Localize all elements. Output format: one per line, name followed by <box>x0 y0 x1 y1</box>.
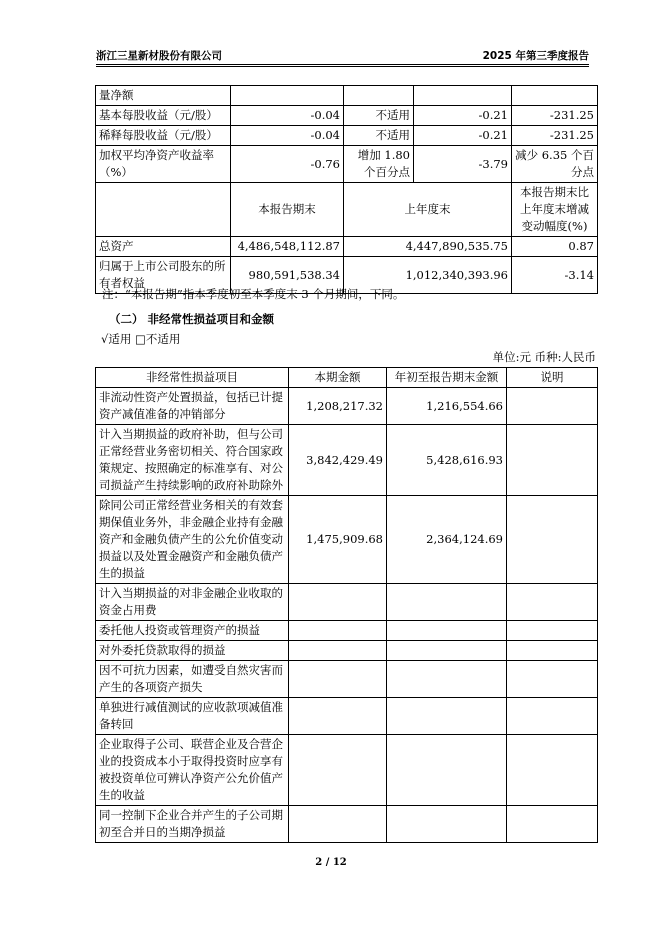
table-cell: 不适用 <box>344 106 414 126</box>
table-row <box>96 584 598 621</box>
table-header-row <box>96 368 598 388</box>
table-cell: 同一控制下企业合并产生的子公司期初至合并日的当期净损益 <box>96 806 289 843</box>
table-row <box>96 106 598 126</box>
table-cell: 基本每股收益（元/股） <box>96 106 231 126</box>
table-cell: 计入当期损益的对非金融企业收取的资金占用费 <box>96 584 289 621</box>
table-cell <box>289 661 387 698</box>
financial-indicators-table <box>95 85 598 294</box>
table-cell: 委托他人投资或管理资产的损益 <box>96 621 289 641</box>
table-cell <box>289 641 387 661</box>
page-header <box>96 48 589 62</box>
table-cell <box>387 735 507 806</box>
table-cell <box>289 806 387 843</box>
applicable-checkbox-line: √适用 □不适用 <box>101 332 181 346</box>
table-cell: -0.21 <box>414 106 512 126</box>
table-row <box>96 146 598 183</box>
table-cell <box>512 86 598 106</box>
table-cell <box>507 496 598 584</box>
table-row <box>96 126 598 146</box>
currency-unit: 单位:元 币种:人民币 <box>492 350 596 364</box>
table-cell <box>507 698 598 735</box>
company-name: 浙江三星新材股份有限公司 <box>96 50 222 62</box>
table-cell <box>289 621 387 641</box>
table-cell: 980,591,538.34 <box>231 257 344 294</box>
table-cell: 对外委托贷款取得的损益 <box>96 641 289 661</box>
table-cell: 计入当期损益的政府补助，但与公司正常经营业务密切相关、符合国家政策规定、按照确定的标准享有、对公司损益产生持续影响的政府补助除外 <box>96 425 289 496</box>
table-cell <box>507 641 598 661</box>
table-cell <box>387 661 507 698</box>
table-cell: 1,208,217.32 <box>289 388 387 425</box>
table-cell: 企业取得子公司、联营企业及合营企业的投资成本小于取得投资时应享有被投资单位可辨认净资产公允价值产生的收益 <box>96 735 289 806</box>
table-cell: -0.04 <box>231 126 344 146</box>
table-cell <box>289 584 387 621</box>
table-cell: 除同公司正常经营业务相关的有效套期保值业务外，非金融企业持有金融资产和金融负债产生的公允价值变动损益以及处置金融资产和金融负债产生的损益 <box>96 496 289 584</box>
table-header-cell: 说明 <box>507 368 598 388</box>
non-recurring-items-table <box>95 367 598 843</box>
table-row <box>96 496 598 584</box>
section-title: （二） 非经常性损益项目和金额 <box>109 312 275 326</box>
header-rule-2 <box>96 66 589 67</box>
table-cell: 0.87 <box>512 237 598 257</box>
table-cell: 量净额 <box>96 86 231 106</box>
table-cell: 非流动性资产处置损益，包括已计提资产减值准备的冲销部分 <box>96 388 289 425</box>
table-cell: 1,216,554.66 <box>387 388 507 425</box>
table-cell: 1,012,340,393.96 <box>344 257 512 294</box>
table-cell <box>387 806 507 843</box>
table-cell <box>387 584 507 621</box>
table-cell: 稀释每股收益（元/股） <box>96 126 231 146</box>
table-row <box>96 735 598 806</box>
table-cell <box>231 86 344 106</box>
table-cell <box>507 621 598 641</box>
table-cell: 加权平均净资产收益率（%） <box>96 146 231 183</box>
table-cell <box>387 698 507 735</box>
table-cell <box>507 584 598 621</box>
table-cell <box>507 806 598 843</box>
table-cell: 增加 1.80 个百分点 <box>344 146 414 183</box>
table-cell <box>414 86 512 106</box>
table-header-cell: 上年度末 <box>344 183 512 237</box>
table-row <box>96 425 598 496</box>
table-cell: -3.79 <box>414 146 512 183</box>
table-cell <box>289 735 387 806</box>
table-cell <box>387 641 507 661</box>
table-cell: 4,447,890,535.75 <box>344 237 512 257</box>
table-cell: 1,475,909.68 <box>289 496 387 584</box>
table-cell <box>289 698 387 735</box>
table-row <box>96 86 598 106</box>
table-note: 注：“本报告期”指本季度初至本季度末 3 个月期间，下同。 <box>102 287 405 301</box>
report-title: 2025 年第三季度报告 <box>482 50 589 62</box>
table-row <box>96 388 598 425</box>
table-row <box>96 641 598 661</box>
table-cell <box>507 661 598 698</box>
table-cell: -231.25 <box>512 126 598 146</box>
table-cell: 2,364,124.69 <box>387 496 507 584</box>
table-cell: 5,428,616.93 <box>387 425 507 496</box>
header-rule <box>96 64 589 65</box>
table-cell: -0.04 <box>231 106 344 126</box>
table-cell: 4,486,548,112.87 <box>231 237 344 257</box>
table-cell <box>344 86 414 106</box>
table-header-cell: 非经常性损益项目 <box>96 368 289 388</box>
table-cell: 归属于上市公司股东的所有者权益 <box>96 257 231 294</box>
table-cell <box>387 621 507 641</box>
table-cell: -0.21 <box>414 126 512 146</box>
table-row <box>96 237 598 257</box>
table-cell <box>507 425 598 496</box>
table-cell: -231.25 <box>512 106 598 126</box>
table-cell: 因不可抗力因素，如遭受自然灾害而产生的各项资产损失 <box>96 661 289 698</box>
table-cell: 总资产 <box>96 237 231 257</box>
table-cell: 减少 6.35 个百分点 <box>512 146 598 183</box>
table-row <box>96 661 598 698</box>
table-cell: -3.14 <box>512 257 598 294</box>
table-cell <box>507 388 598 425</box>
table-cell <box>507 735 598 806</box>
table-header-cell: 年初至报告期末金额 <box>387 368 507 388</box>
table-subheader-row <box>96 183 598 237</box>
table-row <box>96 698 598 735</box>
table-header-cell: 本报告期末 <box>231 183 344 237</box>
table-cell: -0.76 <box>231 146 344 183</box>
table-row <box>96 806 598 843</box>
table-row <box>96 621 598 641</box>
page-number: 2 / 12 <box>315 857 347 868</box>
table-header-cell: 本报告期末比上年度末增减变动幅度(%) <box>512 183 598 237</box>
table-cell <box>96 183 231 237</box>
table-cell: 不适用 <box>344 126 414 146</box>
table-cell: 3,842,429.49 <box>289 425 387 496</box>
table-cell: 单独进行减值测试的应收款项减值准备转回 <box>96 698 289 735</box>
table-header-cell: 本期金额 <box>289 368 387 388</box>
